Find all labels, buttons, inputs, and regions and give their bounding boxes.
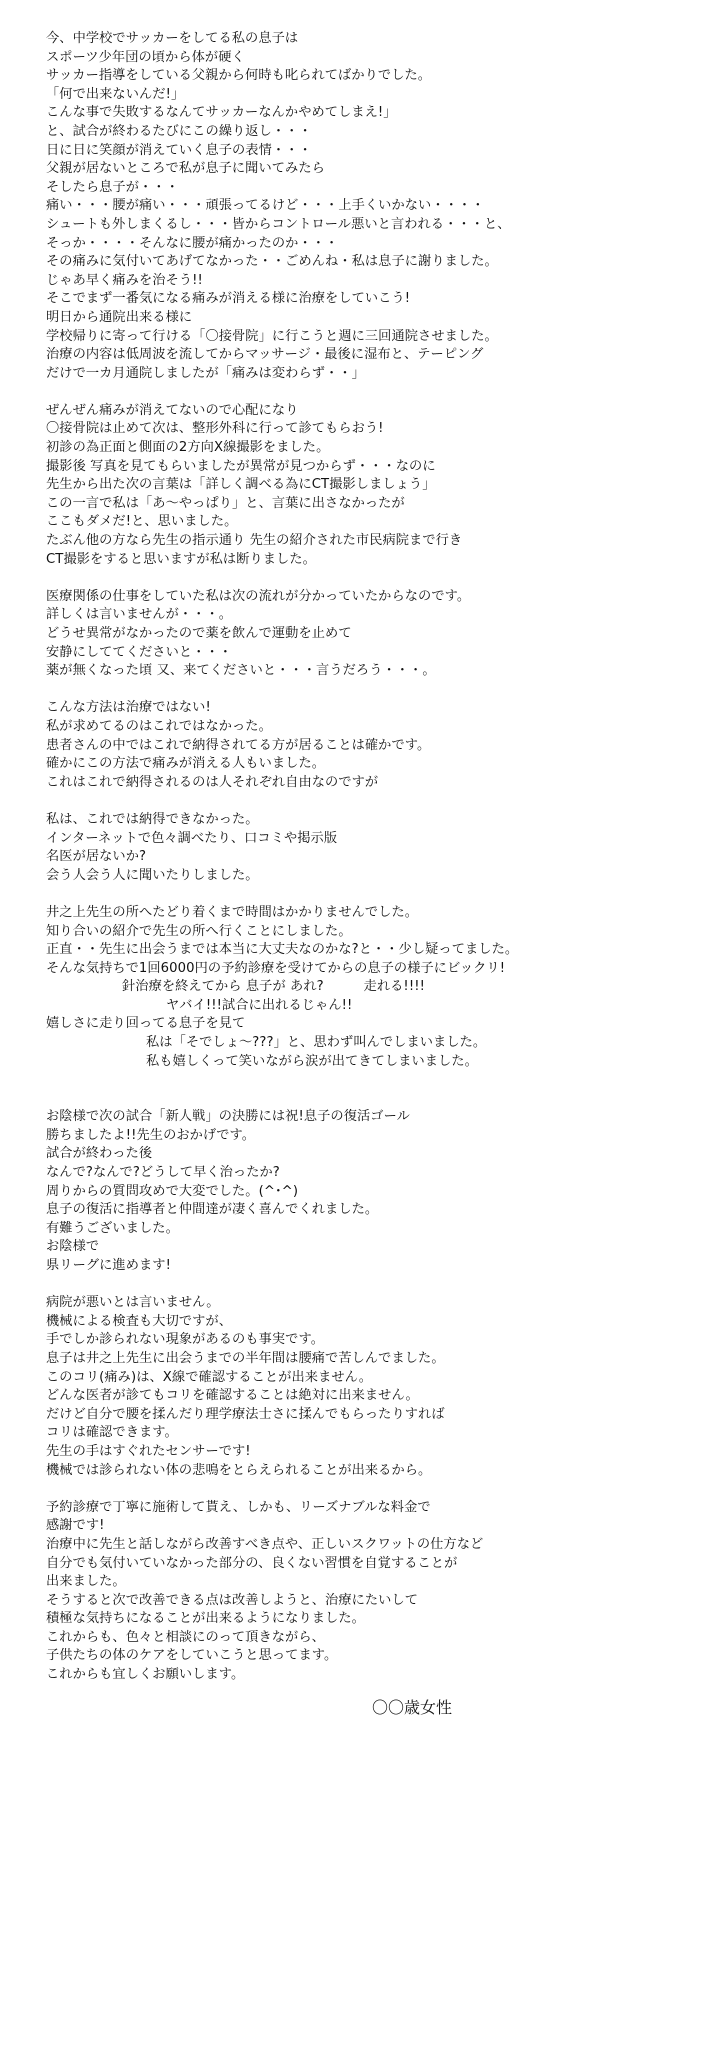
text-line: 出来ました。 (46, 1574, 126, 1590)
paragraph-spacer (46, 885, 658, 904)
text-line: 井之上先生の所へたどり着くまで時間はかかりませんでした。 (46, 904, 419, 920)
paragraph (46, 402, 658, 569)
text-line: 治療中に先生と話しながら改善すべき点や、正しいスクワットの仕方など (46, 1536, 484, 1552)
text-line: 正直・・先生に出会うまでは本当に大丈夫なのかな?と・・少し疑ってました。 (46, 942, 519, 958)
paragraph (46, 1499, 658, 1685)
text-line: 予約診療で丁寧に施術して貰え、しかも、リーズナブルな料金で (46, 1499, 431, 1515)
text-line: 息子の復活に指導者と仲間達が凄く喜んでくれました。 (46, 1202, 379, 1218)
text-line: 機械による検査も大切ですが、 (46, 1313, 233, 1329)
text-line: これはこれで納得されるのは人それぞれ自由なのですが (46, 774, 379, 790)
text-line: だけで一カ月通院しましたが「痛みは変わらず・・」 (46, 365, 365, 381)
text-line: 息子は井之上先生に出会うまでの半年間は腰痛で苦しんでました。 (46, 1350, 445, 1366)
text-line: と、試合が終わるたびにこの繰り返し・・・ (46, 123, 312, 139)
text-line: CT撮影をすると思いますが私は断りました。 (46, 551, 316, 567)
text-line: その痛みに気付いてあげてなかった・・ごめんね・私は息子に謝りました。 (46, 254, 498, 270)
paragraph-spacer (46, 1071, 658, 1108)
signature-line: 〇〇歳女性 (371, 1697, 452, 1717)
text-line: インターネットで色々調べたり、口コミや掲示版 (46, 830, 338, 846)
paragraph (46, 1294, 658, 1480)
text-line: 安静にしててくださいと・・・ (46, 644, 233, 660)
text-line: そっか・・・・そんなに腰が痛かったのか・・・ (46, 235, 339, 251)
text-line: そうすると次で改善できる点は改善しようと、治療にたいして (46, 1592, 419, 1608)
text-line: 学校帰りに寄って行ける「〇接骨院」に行こうと週に三回通院させました。 (46, 328, 498, 344)
text-line: 父親が居ないところで私が息子に聞いてみたら (46, 161, 325, 177)
text-line: 今、中学校でサッカーをしてる私の息子は (46, 31, 299, 46)
text-line: これからも宜しくお願いします。 (46, 1667, 245, 1683)
paragraph (46, 1015, 658, 1034)
text-line: 痛い・・・腰が痛い・・・頑張ってるけど・・・上手くいかない・・・・ (46, 198, 485, 214)
text-line: 手でしか診られない現象があるのも事実です。 (46, 1332, 324, 1348)
text-line: 私も嬉しくって笑いながら涙が出てきてしまいました。 (146, 1053, 478, 1069)
text-line: 先生の手はすぐれたセンサーです! (46, 1443, 251, 1459)
text-line: コリは確認できます。 (46, 1425, 178, 1441)
text-line: どうせ異常がなかったので薬を飲んで運動を止めて (46, 626, 352, 641)
text-line: 撮影後 写真を見てもらいましたが異常が見つからず・・・なのに (46, 458, 436, 474)
text-line: 会う人会う人に聞いたりしました。 (46, 867, 259, 883)
text-line: 有難うございました。 (46, 1220, 179, 1236)
text-line: 先生から出た次の言葉は「詳しく調べる為にCT撮影しましょう」 (46, 477, 436, 493)
text-line: 名医が居ないか? (46, 849, 147, 865)
text-line: 勝ちましたよ!!先生のおかげです。 (46, 1127, 256, 1143)
paragraph-spacer (46, 569, 658, 588)
text-line: こんな事で失敗するなんてサッカーなんかやめてしまえ!」 (46, 105, 397, 121)
text-line: 針治療を終えてから 息子が あれ? 走れる!!!! (122, 979, 425, 995)
paragraph-spacer (46, 792, 658, 811)
text-line: そんな気持ちで1回6000円の予約診療を受けてからの息子の様子にビックリ! (46, 960, 506, 976)
text-line: お陰様で次の試合「新人戦」の決勝には祝!息子の復活ゴール (46, 1109, 410, 1125)
text-line: 薬が無くなった頃 又、来てくださいと・・・言うだろう・・・。 (46, 663, 436, 679)
text-line: 日に日に笑顔が消えていく息子の表情・・・ (46, 142, 312, 158)
text-line: シュートも外しまくるし・・・皆からコントロール悪いと言われる・・・と、 (46, 216, 511, 232)
text-line: 私が求めてるのはこれではなかった。 (46, 718, 272, 734)
text-line: この一言で私は「あ～やっぱり」と、言葉に出さなかったが (46, 495, 405, 511)
text-line: 治療の内容は低周波を流してからマッサージ・最後に湿布と、テーピング (46, 347, 484, 363)
paragraph-spacer (46, 681, 658, 700)
paragraph-spacer (46, 1276, 658, 1295)
text-line: なんで?なんで?どうして早く治ったか? (46, 1165, 280, 1181)
text-line: 県リーグに進めます! (46, 1258, 171, 1273)
text-line: ぜんぜん痛みが消えてないので心配になり (46, 402, 299, 418)
text-line: これからも、色々と相談にのって頂きながら、 (46, 1629, 325, 1645)
text-line: 患者さんの中ではこれで納得されてる方が居ることは確かです。 (46, 737, 431, 753)
paragraph (46, 699, 658, 792)
paragraph-spacer (46, 383, 658, 402)
text-line: そしたら息子が・・・ (46, 179, 179, 195)
text-line: 試合が終わった後 (46, 1146, 153, 1162)
text-line: 病院が悪いとは言いません。 (46, 1295, 220, 1311)
text-line: 私は、これでは納得できなかった。 (46, 811, 259, 827)
paragraph (46, 1034, 658, 1071)
paragraph (46, 811, 658, 885)
text-line: ここもダメだ!と、思いました。 (46, 514, 238, 530)
testimonial-body (46, 30, 658, 1685)
text-line: 機械では診られない体の悲鳴をとらえられることが出来るから。 (46, 1462, 432, 1478)
text-line: 医療関係の仕事をしていた私は次の流れが分かっていたからなのです。 (46, 588, 471, 604)
text-line: どんな医者が診てもコリを確認することは絶対に出来ません。 (46, 1388, 419, 1404)
text-line: そこでまず一番気になる痛みが消える様に治療をしていこう! (46, 291, 411, 307)
paragraph (46, 997, 658, 1016)
text-line: スポーツ少年団の頃から体が硬く (46, 49, 245, 65)
text-line: 嬉しさに走り回ってる息子を見て (46, 1016, 246, 1032)
text-line: じゃあ早く痛みを治そう!! (46, 272, 203, 288)
paragraph (46, 904, 658, 978)
text-line: 明日から通院出来る様に (46, 309, 193, 325)
text-line: 知り合いの紹介で先生の所へ行くことにしました。 (46, 923, 352, 939)
paragraph (46, 30, 658, 383)
text-line: 「何で出来ないんだ!」 (46, 86, 185, 102)
text-line: たぶん他の方なら先生の指示通り 先生の紹介された市民病院まで行き (46, 533, 463, 549)
text-line: だけど自分で腰を揉んだり理学療法士さに揉んでもらったりすれば (46, 1406, 445, 1422)
paragraph-spacer (46, 1480, 658, 1499)
paragraph (46, 978, 658, 997)
paragraph (46, 1108, 658, 1275)
text-line: ヤバイ!!!試合に出れるじゃん!! (166, 997, 353, 1013)
text-line: 〇接骨院は止めて次は、整形外科に行って診てもらおう! (46, 421, 384, 437)
text-line: 積極な気持ちになることが出来るようになりました。 (46, 1611, 365, 1627)
text-line: サッカー指導をしている父親から何時も叱られてばかりでした。 (46, 68, 432, 84)
text-line: こんな方法は治療ではない! (46, 700, 211, 716)
text-line: 周りからの質問攻めで大変でした。(^･^) (46, 1183, 299, 1199)
text-line: 詳しくは言いませんが・・・。 (46, 607, 233, 623)
paragraph (46, 588, 658, 681)
text-line: 子供たちの体のケアをしていこうと思ってます。 (46, 1648, 338, 1664)
text-line: このコリ(痛み)は、X線で確認することが出来ません。 (46, 1369, 373, 1385)
text-line: 私は「そでしょ～???」と、思わず叫んでしまいました。 (146, 1035, 487, 1051)
text-line: 確かにこの方法で痛みが消える人もいました。 (46, 756, 326, 772)
text-line: 感謝です! (46, 1518, 105, 1534)
text-line: お陰様で (46, 1239, 100, 1255)
text-line: 初診の為正面と側面の2方向X線撮影をました。 (46, 440, 330, 456)
text-line: 自分でも気付いていなかった部分の、良くない習慣を自覚することが (46, 1555, 458, 1571)
